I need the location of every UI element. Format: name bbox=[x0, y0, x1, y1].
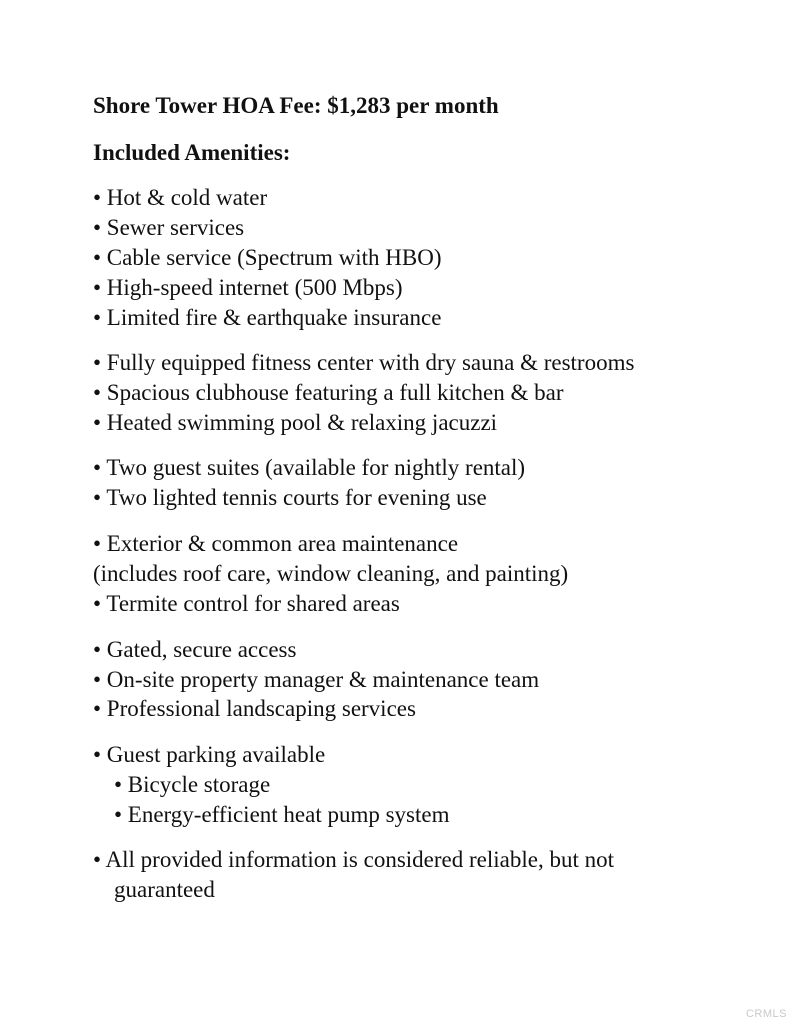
watermark: CRMLS bbox=[745, 1008, 787, 1020]
list-item-sub: • Bicycle storage bbox=[114, 772, 271, 797]
list-item: • Guest parking available bbox=[93, 742, 326, 767]
list-item: • High-speed internet (500 Mbps) bbox=[93, 275, 403, 300]
list-item: • Sewer services bbox=[93, 215, 245, 240]
list-item-continuation: (includes roof care, window cleaning, and painting) bbox=[93, 561, 569, 586]
list-item-sub: • Energy-efficient heat pump system bbox=[114, 802, 450, 827]
list-item: • Spacious clubhouse featuring a full kitchen & bar bbox=[93, 380, 564, 405]
list-item: • Two guest suites (available for nightly rental) bbox=[93, 455, 526, 480]
list-item: • Hot & cold water bbox=[93, 185, 268, 210]
list-item: • Limited fire & earthquake insurance bbox=[93, 305, 442, 330]
list-item: • All provided information is considered reliable, but not bbox=[93, 847, 614, 872]
list-item: • Fully equipped fitness center with dry sauna & restrooms bbox=[93, 350, 635, 375]
list-item: • Heated swimming pool & relaxing jacuzzi bbox=[93, 410, 498, 435]
section-heading: Included Amenities: bbox=[93, 140, 291, 165]
list-item: • Gated, secure access bbox=[93, 637, 297, 662]
page-title: Shore Tower HOA Fee: $1,283 per month bbox=[93, 93, 499, 118]
list-item: • Termite control for shared areas bbox=[93, 591, 400, 616]
list-item: • Two lighted tennis courts for evening use bbox=[93, 485, 487, 510]
list-item: • Exterior & common area maintenance bbox=[93, 531, 459, 556]
list-item: • On-site property manager & maintenance team bbox=[93, 667, 540, 692]
list-item-continuation: guaranteed bbox=[114, 877, 215, 902]
list-item: • Professional landscaping services bbox=[93, 696, 416, 721]
list-item: • Cable service (Spectrum with HBO) bbox=[93, 245, 442, 270]
